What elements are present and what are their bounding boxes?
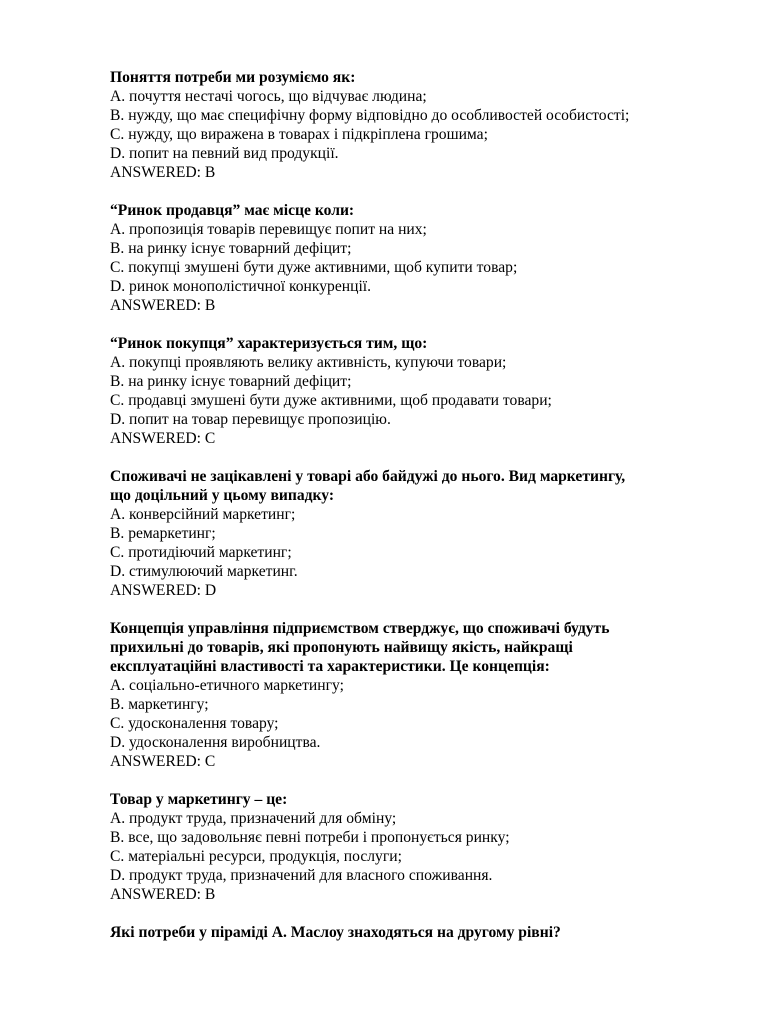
question-text: Споживачі не зацікавлені у товарі або байдужі до нього. Вид маркетингу, що доцільний у цьому випадку: xyxy=(110,468,626,504)
answer-key: ANSWERED: B xyxy=(110,886,216,903)
answer-option: D. удосконалення виробництва. xyxy=(110,734,321,751)
answer-option: C. матеріальні ресурси, продукція, послуги; xyxy=(110,848,402,865)
answer-option: A. пропозиція товарів перевищує попит на них; xyxy=(110,221,427,238)
answer-option: A. продукт труда, призначений для обміну; xyxy=(110,810,397,827)
question-text: Поняття потреби ми розуміємо як: xyxy=(110,69,356,86)
question-block xyxy=(110,619,710,771)
answer-option: C. покупці змушені бути дуже активними, щоб купити товар; xyxy=(110,259,518,276)
answer-option: C. удосконалення товару; xyxy=(110,715,279,732)
answer-option: A. конверсійний маркетинг; xyxy=(110,506,296,523)
question-block xyxy=(110,923,710,942)
answer-option: D. ринок монополістичної конкуренції. xyxy=(110,278,372,295)
answer-key: ANSWERED: C xyxy=(110,753,216,770)
question-text: Товар у маркетингу – це: xyxy=(110,791,288,808)
answer-option: D. продукт труда, призначений для власного споживання. xyxy=(110,867,493,884)
question-block xyxy=(110,790,710,904)
answer-option: A. покупці проявляють велику активність, купуючи товари; xyxy=(110,354,507,371)
question-text: “Ринок покупця” характеризується тим, що: xyxy=(110,335,428,352)
answer-key: ANSWERED: C xyxy=(110,430,216,447)
answer-option: C. протидіючий маркетинг; xyxy=(110,544,292,561)
question-text: Які потреби у піраміді А. Маслоу знаходяться на другому рівні? xyxy=(110,924,561,941)
answer-option: B. нужду, що має специфічну форму відповідно до особливостей особистості; xyxy=(110,107,630,124)
answer-option: C. продавці змушені бути дуже активними, щоб продавати товари; xyxy=(110,392,552,409)
question-block xyxy=(110,334,710,448)
question-block xyxy=(110,467,710,600)
question-block xyxy=(110,68,710,182)
document-content xyxy=(110,68,710,961)
answer-option: B. маркетингу; xyxy=(110,696,209,713)
answer-option: A. почуття нестачі чогось, що відчуває людина; xyxy=(110,88,427,105)
answer-option: B. на ринку існує товарний дефіцит; xyxy=(110,373,352,390)
answer-option: B. все, що задовольняє певні потреби і пропонується ринку; xyxy=(110,829,510,846)
answer-key: ANSWERED: B xyxy=(110,164,216,181)
answer-option: D. попит на товар перевищує пропозицію. xyxy=(110,411,391,428)
answer-option: B. на ринку існує товарний дефіцит; xyxy=(110,240,352,257)
answer-key: ANSWERED: D xyxy=(110,582,217,599)
question-block xyxy=(110,201,710,315)
answer-option: D. стимулюючий маркетинг. xyxy=(110,563,298,580)
answer-option: B. ремаркетинг; xyxy=(110,525,216,542)
answer-option: A. соціально-етичного маркетингу; xyxy=(110,677,344,694)
question-text: Концепція управління підприємством стверджує, що споживачі будуть прихильні до товарів, які пропонують найвищу якість, найкращі експлуатаційні властивості та характеристики. Це концепція: xyxy=(110,620,610,675)
answer-key: ANSWERED: B xyxy=(110,297,216,314)
answer-option: C. нужду, що виражена в товарах і підкріплена грошима; xyxy=(110,126,488,143)
answer-option: D. попит на певний вид продукції. xyxy=(110,145,339,162)
question-text: “Ринок продавця” має місце коли: xyxy=(110,202,355,219)
